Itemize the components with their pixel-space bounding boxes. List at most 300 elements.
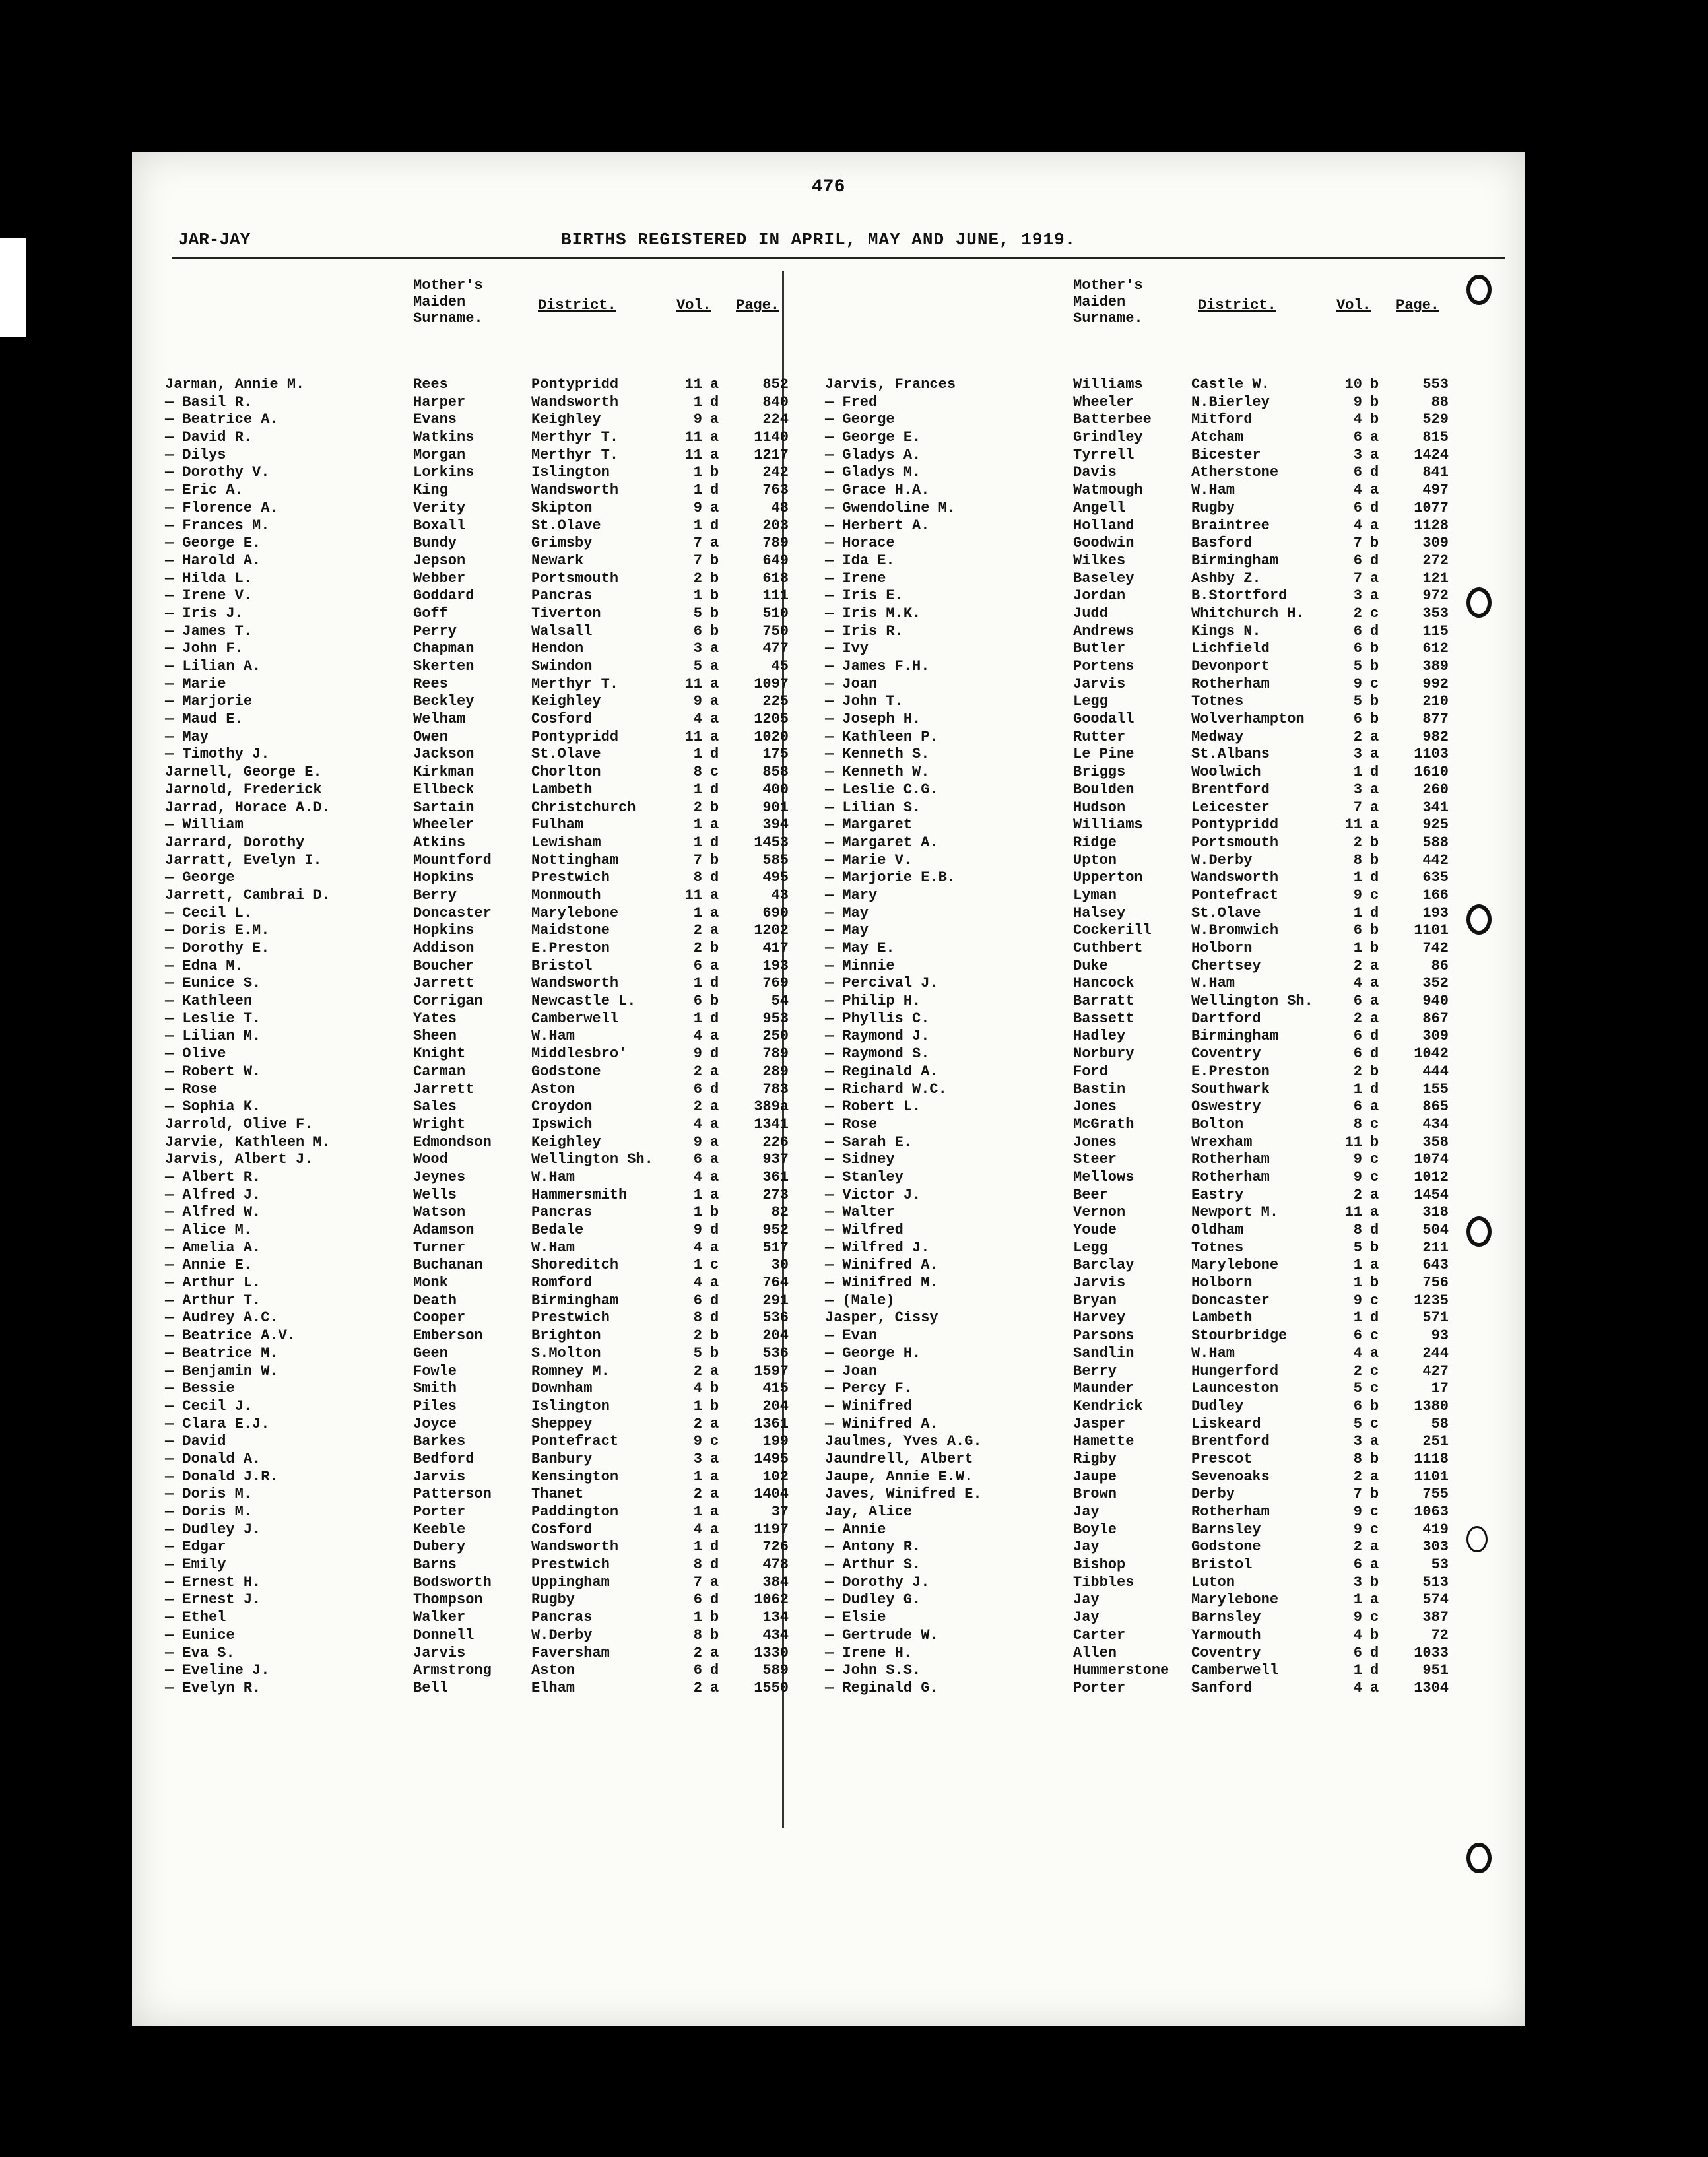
page-ref: 387 <box>1422 1609 1449 1626</box>
register-entry <box>825 975 1465 993</box>
page-ref: 952 <box>762 1222 789 1238</box>
maiden-surname: Jaupe <box>1073 1468 1117 1485</box>
volume: 2 <box>1353 1468 1362 1485</box>
maiden-surname: Barratt <box>1073 993 1134 1010</box>
page-ref: 211 <box>1422 1239 1449 1256</box>
child-name: — Eveline J. <box>165 1662 270 1679</box>
register-entry <box>825 1398 1465 1416</box>
district: Banbury <box>531 1450 593 1467</box>
district: Liskeard <box>1191 1415 1261 1432</box>
page-ref: 45 <box>771 658 789 675</box>
volume: 1 <box>693 1609 702 1626</box>
volume: 2 <box>1353 1539 1362 1556</box>
child-name: — Sarah E. <box>825 1133 913 1150</box>
register-entry <box>165 1063 805 1081</box>
maiden-surname: Goodwin <box>1073 535 1134 552</box>
child-name: — Leslie T. <box>165 1010 261 1027</box>
page-ref: 1217 <box>754 446 789 463</box>
child-name: — May <box>825 922 869 939</box>
district: Middlesbro' <box>531 1045 628 1063</box>
volume-letter: a <box>1370 728 1379 745</box>
volume-letter: a <box>710 499 719 516</box>
register-entry <box>825 922 1465 940</box>
district: Newcastle L. <box>531 993 636 1010</box>
district: Whitchurch H. <box>1191 605 1305 622</box>
volume-letter: d <box>710 975 719 992</box>
volume: 3 <box>1353 746 1362 763</box>
volume-letter: b <box>1370 393 1379 411</box>
volume: 6 <box>693 622 702 640</box>
volume-letter: b <box>710 464 719 481</box>
district: Keighley <box>531 411 601 428</box>
child-name: — Arthur T. <box>165 1292 261 1309</box>
volume: 7 <box>1353 799 1362 816</box>
volume-letter: c <box>1370 1362 1379 1379</box>
child-name: — Rose <box>165 1080 218 1098</box>
district: Marylebone <box>1191 1257 1279 1274</box>
maiden-surname: Porter <box>413 1504 466 1520</box>
district: Grimsby <box>531 535 593 552</box>
district: St.Albans <box>1191 746 1270 763</box>
register-entry <box>165 1398 805 1416</box>
district: Romney M. <box>531 1362 610 1379</box>
child-name: — Annie E. <box>165 1257 253 1274</box>
maiden-surname: Watmough <box>1073 482 1143 499</box>
volume: 1 <box>1353 1591 1362 1609</box>
volume: 11 <box>1344 816 1362 834</box>
volume: 1 <box>1353 1257 1362 1274</box>
register-entry <box>825 1275 1465 1292</box>
register-entry <box>165 905 805 923</box>
maiden-surname: Angell <box>1073 499 1126 516</box>
volume: 3 <box>1353 781 1362 798</box>
register-entry <box>165 781 805 799</box>
district: Prestwich <box>531 1310 610 1327</box>
page-ref: 93 <box>1431 1327 1449 1344</box>
maiden-surname: Jarvis <box>1073 675 1126 692</box>
register-entry <box>825 1363 1465 1381</box>
child-name: — Evan <box>825 1327 878 1344</box>
child-name: Jarvis, Albert J. <box>165 1151 313 1168</box>
district: Atcham <box>1191 429 1244 446</box>
page-ref: 513 <box>1422 1574 1449 1591</box>
register-entry <box>825 1521 1465 1539</box>
district: Prescot <box>1191 1450 1253 1467</box>
volume: 1 <box>693 816 702 834</box>
page-ref: 442 <box>1422 851 1449 869</box>
district: Barnsley <box>1191 1609 1261 1626</box>
maiden-surname: Keeble <box>413 1521 466 1538</box>
district: Wolverhampton <box>1191 711 1305 728</box>
maiden-surname: Wright <box>413 1115 466 1133</box>
register-entry <box>165 640 805 658</box>
child-name: — Kathleen <box>165 993 253 1010</box>
register-entry <box>165 394 805 412</box>
register-entry <box>165 1275 805 1292</box>
register-entry <box>165 1609 805 1627</box>
maiden-surname: Brown <box>1073 1486 1117 1503</box>
volume: 5 <box>1353 693 1362 710</box>
volume: 11 <box>684 728 702 745</box>
page-ref: 763 <box>762 482 789 499</box>
register-entry <box>165 729 805 747</box>
page-ref: 1597 <box>754 1362 789 1379</box>
volume: 3 <box>1353 446 1362 463</box>
page-ref: 618 <box>762 570 789 587</box>
maiden-surname: Beckley <box>413 693 475 710</box>
maiden-surname: Jasper <box>1073 1415 1126 1432</box>
district: Aston <box>531 1662 575 1679</box>
volume: 9 <box>1353 675 1362 692</box>
page-ref: 1235 <box>1414 1292 1449 1309</box>
volume-letter: b <box>710 993 719 1010</box>
maiden-surname: Tyrrell <box>1073 446 1134 463</box>
volume-letter: a <box>1370 1257 1379 1274</box>
district: Launceston <box>1191 1380 1279 1397</box>
volume-letter: a <box>710 658 719 675</box>
page-ref: 1042 <box>1414 1045 1449 1063</box>
maiden-surname: Jarvis <box>413 1468 466 1485</box>
district: Pontypridd <box>531 728 619 745</box>
register-entry <box>165 799 805 817</box>
volume-letter: a <box>710 1644 719 1661</box>
maiden-surname: Jordan <box>1073 587 1126 605</box>
page-ref: 1103 <box>1414 746 1449 763</box>
district: W.Ham <box>1191 1344 1235 1362</box>
register-entry <box>825 1011 1465 1028</box>
volume-letter: b <box>1370 376 1379 393</box>
register-entry <box>165 887 805 905</box>
volume-letter: b <box>710 1609 719 1626</box>
page-ref: 226 <box>762 1133 789 1150</box>
register-entry <box>165 482 805 500</box>
page-ref: 940 <box>1422 993 1449 1010</box>
volume: 6 <box>1353 922 1362 939</box>
page-ref: 204 <box>762 1327 789 1344</box>
volume: 9 <box>1353 1151 1362 1168</box>
register-entry <box>825 1204 1465 1222</box>
register-entry <box>825 1028 1465 1045</box>
volume: 9 <box>693 499 702 516</box>
register-entry <box>825 1292 1465 1310</box>
district-header: District. <box>1198 297 1276 314</box>
page-ref: 750 <box>762 622 789 640</box>
page-ref: 585 <box>762 851 789 869</box>
volume-letter: a <box>1370 1344 1379 1362</box>
register-entry <box>165 711 805 729</box>
volume: 1 <box>693 1010 702 1027</box>
volume-letter: c <box>1370 886 1379 904</box>
register-entry <box>165 693 805 711</box>
volume: 6 <box>1353 993 1362 1010</box>
district: Braintree <box>1191 517 1270 534</box>
maiden-surname: Boulden <box>1073 781 1134 798</box>
register-entry <box>165 1327 805 1345</box>
page-ref: 1404 <box>754 1486 789 1503</box>
volume: 2 <box>1353 834 1362 851</box>
child-name: — Maud E. <box>165 711 244 728</box>
volume-letter: a <box>1370 1591 1379 1609</box>
volume-letter: a <box>710 904 719 921</box>
district: Newark <box>531 552 584 569</box>
register-entry <box>165 1627 805 1645</box>
child-name: — Alice M. <box>165 1222 253 1238</box>
page-ref: 272 <box>1422 552 1449 569</box>
maiden-surname: Bastin <box>1073 1080 1126 1098</box>
child-name: — Basil R. <box>165 393 253 411</box>
volume-letter: a <box>1370 1539 1379 1556</box>
page-ref: 273 <box>762 1186 789 1203</box>
volume-letter: a <box>710 1574 719 1591</box>
child-name: — Joan <box>825 675 878 692</box>
page-ref: 742 <box>1422 940 1449 956</box>
maiden-surname: Jarvis <box>413 1644 466 1661</box>
register-entry <box>165 1151 805 1169</box>
register-entry <box>825 411 1465 429</box>
district: Birmingham <box>1191 1028 1279 1045</box>
child-name: — Iris M.K. <box>825 605 921 622</box>
child-name: — Cecil L. <box>165 904 253 921</box>
volume-letter: d <box>710 781 719 798</box>
register-entry <box>165 1416 805 1434</box>
volume: 1 <box>693 1539 702 1556</box>
volume: 1 <box>1353 940 1362 956</box>
maiden-surname: King <box>413 482 448 499</box>
page-ref: 529 <box>1422 411 1449 428</box>
child-name: — Mary <box>825 886 878 904</box>
volume-letter: b <box>1370 1626 1379 1643</box>
child-name: Javes, Winifred E. <box>825 1486 982 1503</box>
register-entry <box>165 535 805 552</box>
page-ref: 571 <box>1422 1310 1449 1327</box>
child-name: — May E. <box>825 940 895 956</box>
volume-letter: c <box>1370 1292 1379 1309</box>
volume-letter: b <box>710 622 719 640</box>
volume: 6 <box>1353 464 1362 481</box>
maiden-surname: Davis <box>1073 464 1117 481</box>
district: Merthyr T. <box>531 429 619 446</box>
volume-letter: b <box>710 605 719 622</box>
district: Pontypridd <box>531 376 619 393</box>
volume-letter: b <box>1370 1275 1379 1292</box>
maiden-surname: Morgan <box>413 446 466 463</box>
district: Hungerford <box>1191 1362 1279 1379</box>
child-name: — Reginald G. <box>825 1679 938 1696</box>
child-name: — Wilfred J. <box>825 1239 930 1256</box>
volume-letter: a <box>1370 816 1379 834</box>
page-ref: 102 <box>762 1468 789 1485</box>
maiden-surname: Donnell <box>413 1626 475 1643</box>
page-ref: 1304 <box>1414 1679 1449 1696</box>
maiden-surname: Emberson <box>413 1327 483 1344</box>
child-name: — James F.H. <box>825 658 930 675</box>
right-entries <box>825 376 1465 1698</box>
district: Leicester <box>1191 799 1270 816</box>
register-entry <box>165 658 805 676</box>
volume: 4 <box>1353 411 1362 428</box>
page-ref: 242 <box>762 464 789 481</box>
register-entry <box>165 816 805 834</box>
register-entry <box>165 1486 805 1504</box>
volume: 6 <box>1353 552 1362 569</box>
volume-letter: d <box>1370 622 1379 640</box>
volume: 5 <box>693 605 702 622</box>
page-ref: 612 <box>1422 640 1449 657</box>
district: W.Ham <box>1191 482 1235 499</box>
district: Bicester <box>1191 446 1261 463</box>
maiden-surname: Allen <box>1073 1644 1117 1661</box>
maiden-surname: Batterbee <box>1073 411 1152 428</box>
maiden-surname: Jarvis <box>1073 1275 1126 1292</box>
volume-letter: d <box>1370 1644 1379 1661</box>
register-entry <box>825 816 1465 834</box>
district: B.Stortford <box>1191 587 1288 605</box>
page-ref: 53 <box>1431 1556 1449 1574</box>
maiden-surname: Halsey <box>1073 904 1126 921</box>
page-ref: 510 <box>762 605 789 622</box>
district: Cosford <box>531 1521 593 1538</box>
page-ref: 210 <box>1422 693 1449 710</box>
maiden-surname: Addison <box>413 940 475 956</box>
child-name: Jaundrell, Albert <box>825 1450 973 1467</box>
page-ref: 925 <box>1422 816 1449 834</box>
page-ref: 244 <box>1422 1344 1449 1362</box>
register-entry <box>165 1222 805 1240</box>
volume: 4 <box>693 711 702 728</box>
volume: 5 <box>1353 1415 1362 1432</box>
child-name: — George E. <box>165 535 261 552</box>
district: Birmingham <box>531 1292 619 1309</box>
register-entry <box>165 1504 805 1521</box>
volume-letter: d <box>710 1591 719 1609</box>
volume-letter: b <box>1370 1450 1379 1467</box>
district: Derby <box>1191 1486 1235 1503</box>
page-ref: 1101 <box>1414 922 1449 939</box>
maiden-surname: Watson <box>413 1204 466 1221</box>
volume-letter: d <box>710 834 719 851</box>
district: Atherstone <box>1191 464 1279 481</box>
volume-letter: b <box>710 570 719 587</box>
volume: 7 <box>1353 570 1362 587</box>
district: Marylebone <box>1191 1591 1279 1609</box>
page-ref: 867 <box>1422 1010 1449 1027</box>
page-ref: 358 <box>1422 1133 1449 1150</box>
register-entry <box>165 1662 805 1680</box>
page-ref: 495 <box>762 869 789 886</box>
volume-letter: b <box>1370 851 1379 869</box>
district: Ashby Z. <box>1191 570 1261 587</box>
page-ref: 434 <box>1422 1115 1449 1133</box>
register-entry <box>825 447 1465 465</box>
register-entry <box>165 1680 805 1698</box>
child-name: — Emily <box>165 1556 226 1574</box>
district: Shoreditch <box>531 1257 619 1274</box>
maiden-surname: Bryan <box>1073 1292 1117 1309</box>
register-entry <box>165 587 805 605</box>
register-entry <box>825 1627 1465 1645</box>
maiden-surname: Walker <box>413 1609 466 1626</box>
maiden-surname: Steer <box>1073 1151 1117 1168</box>
district: Kensington <box>531 1468 619 1485</box>
page-ref: 478 <box>762 1556 789 1574</box>
volume: 9 <box>693 1045 702 1063</box>
page-ref: 1101 <box>1414 1468 1449 1485</box>
page-ref: 789 <box>762 535 789 552</box>
maiden-surname: Wells <box>413 1186 457 1203</box>
page-ref: 755 <box>1422 1486 1449 1503</box>
register-entry <box>165 1240 805 1257</box>
district: Hammersmith <box>531 1186 628 1203</box>
page-ref: 589 <box>762 1662 789 1679</box>
maiden-surname: Webber <box>413 570 466 587</box>
volume: 1 <box>693 1204 702 1221</box>
child-name: — John F. <box>165 640 244 657</box>
page-ref: 400 <box>762 781 789 798</box>
child-name: Jarnold, Frederick <box>165 781 322 798</box>
register-entry <box>165 464 805 482</box>
page-header: Page. <box>1396 297 1440 314</box>
volume-letter: a <box>1370 429 1379 446</box>
volume: 11 <box>684 429 702 446</box>
register-entry <box>825 1662 1465 1680</box>
volume: 1 <box>693 1504 702 1520</box>
vol-header: Vol. <box>1336 297 1371 314</box>
district: Lambeth <box>1191 1310 1253 1327</box>
volume-letter: a <box>710 957 719 974</box>
page-ref: 199 <box>762 1433 789 1450</box>
volume-letter: a <box>1370 587 1379 605</box>
left-entries <box>165 376 805 1698</box>
register-entry <box>825 764 1465 781</box>
district: Chertsey <box>1191 957 1261 974</box>
register-entry <box>825 1486 1465 1504</box>
child-name: Jarrold, Olive F. <box>165 1115 313 1133</box>
child-name: — Reginald A. <box>825 1063 938 1080</box>
page-ref: 756 <box>1422 1275 1449 1292</box>
maiden-surname: Knight <box>413 1045 466 1063</box>
register-entry <box>825 1433 1465 1451</box>
volume: 6 <box>1353 1556 1362 1574</box>
volume-letter: d <box>710 1045 719 1063</box>
maiden-surname: Bundy <box>413 535 457 552</box>
child-name: — Horace <box>825 535 895 552</box>
district: Oldham <box>1191 1222 1244 1238</box>
district: N.Bierley <box>1191 393 1270 411</box>
maiden-surname: Boucher <box>413 957 475 974</box>
volume-letter: a <box>1370 1679 1379 1696</box>
maiden-surname: Owen <box>413 728 448 745</box>
child-name: — Beatrice A. <box>165 411 279 428</box>
child-name: — Elsie <box>825 1609 886 1626</box>
district: Rugby <box>531 1591 575 1609</box>
header-rule <box>172 257 1505 259</box>
volume-letter: a <box>710 816 719 834</box>
child-name: — George H. <box>825 1344 921 1362</box>
maiden-surname: Thompson <box>413 1591 483 1609</box>
volume: 8 <box>693 869 702 886</box>
volume: 2 <box>1353 728 1362 745</box>
child-name: — Iris J. <box>165 605 244 622</box>
page-ref: 982 <box>1422 728 1449 745</box>
district: Camberwell <box>531 1010 619 1027</box>
child-name: — David <box>165 1433 226 1450</box>
district: Croydon <box>531 1098 593 1115</box>
volume: 1 <box>693 1186 702 1203</box>
child-name: — Sidney <box>825 1151 895 1168</box>
district: Bolton <box>1191 1115 1244 1133</box>
maiden-surname: Joyce <box>413 1415 457 1432</box>
district: W.Ham <box>531 1168 575 1185</box>
